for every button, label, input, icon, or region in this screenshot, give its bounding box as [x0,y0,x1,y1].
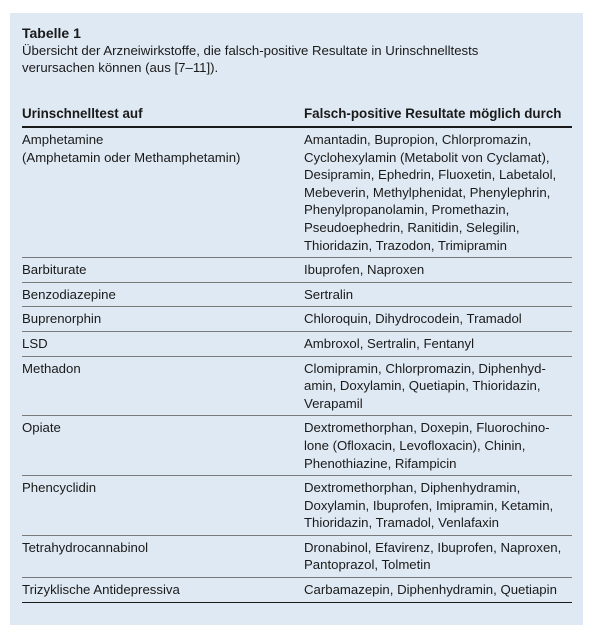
drug-list-line: Dextromethorphan, Doxepin, Fluorochino- [304,420,550,436]
test-name-line: Opiate [22,420,61,436]
table-card [10,13,583,625]
cell-test-name [22,535,304,577]
table-row [22,416,572,476]
table-header-row [22,101,572,127]
cell-test-name [22,331,304,356]
drug-list-line: Desipramin, Ephedrin, Fluoxetin, Labetalol, [304,167,557,183]
test-name-line: Trizyklische Antidepressiva [22,582,180,598]
column-header-test: Urinschnelltest auf [22,101,304,127]
test-name-line: Benzodiazepine [22,286,116,302]
table-body [22,127,572,602]
cell-test-name [22,476,304,536]
drug-list-line: Ambroxol, Sertralin, Fentanyl [304,335,475,351]
drug-list-line: lone (Ofloxacin, Levofloxacin), Chinin, [304,437,526,453]
cell-test-name [22,356,304,416]
drug-list-line: Dextromethorphan, Diphenhydramin, [304,480,521,496]
cell-drug-list [304,416,572,476]
test-name-line: Amphetamine [22,132,104,147]
drug-list-line: Thioridazin, Trazodon, Trimipramin [304,237,508,253]
drug-list-line: Thioridazin, Tramadol, Venlafaxin [304,515,499,531]
test-name-line: (Amphetamin oder Methamphetamin) [22,149,241,165]
table-row [22,282,572,307]
drug-list-line: amin, Doxylamin, Quetiapin, Thioridazin, [304,378,541,394]
table-row [22,476,572,536]
test-name-line: Tetrahydrocannabinol [22,539,149,555]
drug-list-line: Dronabinol, Efavirenz, Ibuprofen, Naproxen, [304,539,562,555]
table-row [22,356,572,416]
cell-drug-list [304,476,572,536]
drug-list-line: Cyclohexylamin (Metabolit von Cyclamat), [304,149,550,165]
drug-list-line: Carbamazepin, Diphenhydramin, Quetiapin [304,582,557,598]
test-name-line: Barbiturate [22,262,87,278]
cell-drug-list [304,535,572,577]
test-name-line: Buprenorphin [22,311,102,327]
table-row [22,535,572,577]
drug-list-line: Ibuprofen, Naproxen [304,262,425,278]
drug-list-line: Phenylpropanolamin, Promethazin, [304,202,510,218]
table-row [22,578,572,603]
cell-test-name [22,258,304,283]
cell-drug-list [304,578,572,603]
test-name-line: LSD [22,335,48,351]
drug-list-line: Mebeverin, Methylphenidat, Phenylephrin, [304,184,551,200]
drug-list-line: Pseudoephedrin, Ranitidin, Selegilin, [304,219,520,235]
cell-drug-list [304,307,572,332]
cell-drug-list [304,331,572,356]
table-title: Tabelle 1 [22,25,81,41]
drug-list-line: Sertralin [304,286,354,302]
table-row [22,127,572,258]
cell-test-name [22,416,304,476]
table-caption [22,25,572,76]
drug-list-line: Amantadin, Bupropion, Chlorpromazin, [304,132,532,147]
cell-test-name [22,307,304,332]
column-header-drugs: Falsch-positive Resultate möglich durch [304,101,572,127]
caption-line-1: Übersicht der Arzneiwirkstoffe, die falsch-positive Resultate in Urinschnelltests [22,43,479,58]
cell-drug-list [304,356,572,416]
cell-test-name [22,127,304,258]
table-row [22,331,572,356]
table-row [22,307,572,332]
drug-list-line: Phenothiazine, Rifampicin [304,455,457,471]
cell-drug-list [304,258,572,283]
drug-list-line: Chloroquin, Dihydrocodein, Tramadol [304,311,522,327]
cell-drug-list [304,282,572,307]
cell-drug-list [304,127,572,258]
test-name-line: Methadon [22,360,81,376]
cell-test-name [22,282,304,307]
drug-list-line: Pantoprazol, Tolmetin [304,557,431,573]
table-row [22,258,572,283]
test-name-line: Phencyclidin [22,480,97,496]
drug-list-line: Clomipramin, Chlorpromazin, Diphenhyd- [304,360,546,376]
table-wrapper [22,101,572,603]
caption-line-2: verursachen können (aus [7–11]). [22,60,219,75]
drug-list-line: Verapamil [304,395,363,411]
drug-test-table [22,101,572,603]
cell-test-name [22,578,304,603]
drug-list-line: Doxylamin, Ibuprofen, Imipramin, Ketamin, [304,497,554,513]
